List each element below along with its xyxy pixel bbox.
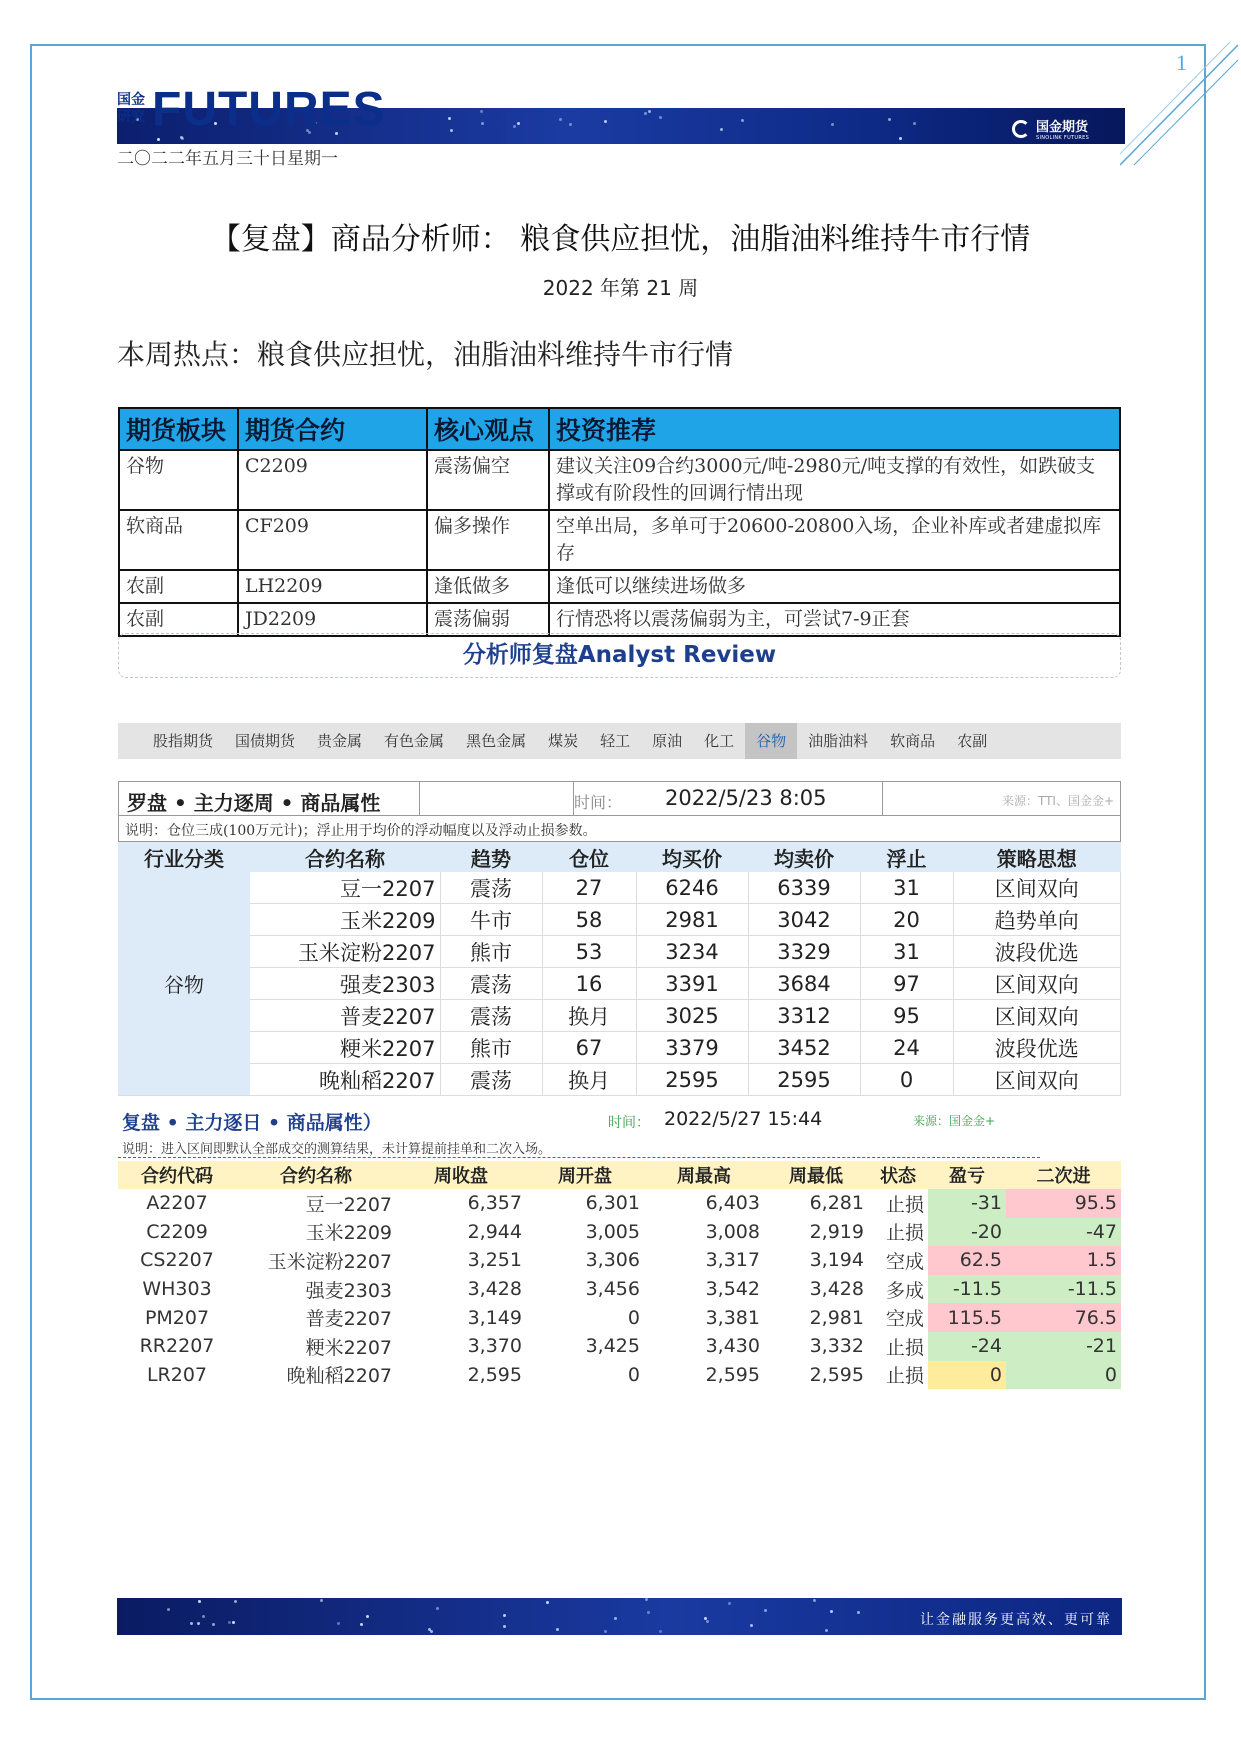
table-cell: 震荡偏空	[427, 450, 549, 510]
contract-name: 玉米2209	[305, 1222, 392, 1245]
avg-buy-cell: 3379	[636, 1032, 748, 1064]
second-entry-cell: 76.5	[1006, 1303, 1121, 1332]
column-header: 周收盘	[396, 1161, 526, 1189]
float-stop-cell: 31	[860, 872, 953, 904]
contract-name: 晚籼稻2207	[286, 1365, 392, 1388]
pnl-cell: -31	[928, 1189, 1006, 1218]
nav-tab[interactable]: 国债期货	[235, 732, 296, 750]
column-header: 周最高	[644, 1161, 764, 1189]
daily-note: 说明：进入区间即默认全部成交的测算结果，未计算提前挂单和二次入场。	[118, 1138, 1040, 1158]
contract-name: 粳米2207	[305, 1336, 392, 1359]
strategy-cell: 波段优选	[953, 1032, 1121, 1064]
week-open-cell: 3,456	[585, 1278, 640, 1301]
star-dot	[481, 122, 484, 125]
week-high-cell: 6,403	[705, 1192, 760, 1215]
contract-name: 强麦2303	[250, 968, 440, 1000]
daily-title: 复盘 • 主力逐日 • 商品属性）	[122, 1112, 382, 1134]
contract-code: RR2207	[139, 1335, 215, 1358]
week-low-cell: 3,332	[809, 1335, 864, 1358]
star-dot	[517, 122, 520, 125]
table-cell: LH2209	[238, 570, 427, 603]
star-dot	[825, 1629, 828, 1632]
sector-nav	[118, 723, 1121, 759]
daily-source: 来源：国金金+	[913, 1114, 996, 1128]
column-header: 策略思想	[953, 842, 1121, 872]
trend-cell: 熊市	[440, 1032, 542, 1064]
contract-name: 豆一2207	[250, 872, 440, 904]
float-stop-cell: 95	[860, 1000, 953, 1032]
table-row	[118, 872, 1121, 904]
column-header: 合约名称	[250, 842, 440, 872]
strategy-cell: 趋势单向	[953, 904, 1121, 936]
contract-name: 玉米淀粉2207	[267, 1250, 392, 1273]
pnl-cell: -11.5	[928, 1275, 1006, 1304]
position-cell: 换月	[542, 1064, 636, 1096]
position-cell: 53	[542, 936, 636, 968]
weekly-source: 来源：TTI、国金金+	[1001, 794, 1114, 808]
column-header: 合约代码	[118, 1161, 236, 1189]
contract-name: 豆一2207	[305, 1193, 392, 1216]
trend-cell: 熊市	[440, 936, 542, 968]
avg-buy-cell: 3391	[636, 968, 748, 1000]
star-dot	[190, 1622, 193, 1625]
week-high-cell: 3,430	[705, 1335, 760, 1358]
status-cell: 止损	[885, 1336, 924, 1359]
status-cell: 空成	[885, 1308, 924, 1331]
star-dot	[659, 116, 662, 119]
avg-sell-cell: 3042	[748, 904, 860, 936]
weekly-time-value: 2022/5/23 8:05	[665, 786, 827, 810]
float-stop-cell: 20	[860, 904, 953, 936]
star-dot	[647, 1611, 650, 1614]
star-dot	[212, 1623, 215, 1626]
contract-name: 玉米淀粉2207	[250, 936, 440, 968]
trend-cell: 牛市	[440, 904, 542, 936]
star-dot	[831, 123, 834, 126]
table-row	[119, 570, 1120, 603]
position-cell: 27	[542, 872, 636, 904]
weekly-time-label: 时间：	[574, 793, 623, 812]
star-dot	[157, 138, 160, 141]
contract-name: 强麦2303	[305, 1279, 392, 1302]
star-dot	[830, 1610, 833, 1613]
status-cell: 空成	[885, 1250, 924, 1273]
status-cell: 止损	[885, 1222, 924, 1245]
table-row	[118, 1189, 1121, 1218]
week-high-cell: 3,008	[705, 1220, 760, 1243]
column-header: 均买价	[636, 842, 748, 872]
week-close-cell: 3,370	[467, 1335, 522, 1358]
status-cell: 多成	[885, 1279, 924, 1302]
weekly-table	[118, 842, 1121, 1096]
strategy-cell: 区间双向	[953, 968, 1121, 1000]
star-dot	[546, 1601, 549, 1604]
table-cell: 空单出局，多单可于20600-20800入场，企业补库或者建虚拟库存	[549, 510, 1120, 570]
star-dot	[645, 1598, 648, 1601]
float-stop-cell: 97	[860, 968, 953, 1000]
week-high-cell: 3,381	[705, 1306, 760, 1329]
star-dot	[366, 1615, 369, 1618]
nav-tab[interactable]: 化工	[704, 732, 735, 750]
table-cell: 建议关注09合约3000元/吨-2980元/吨支撑的有效性，如跌破支撑或有阶段性的回调行情出现	[549, 450, 1120, 510]
week-close-cell: 2,595	[467, 1363, 522, 1386]
star-dot	[513, 125, 516, 128]
star-dot	[569, 123, 572, 126]
star-dot	[360, 1623, 363, 1626]
trend-cell: 震荡	[440, 968, 542, 1000]
nav-tab[interactable]: 黑色金属	[466, 732, 527, 750]
table-cell: 震荡偏弱	[427, 603, 549, 636]
brand-logo	[1012, 116, 1089, 141]
star-dot	[706, 1620, 709, 1623]
star-dot	[659, 1630, 662, 1633]
contract-code: WH303	[142, 1278, 212, 1301]
week-low-cell: 6,281	[809, 1192, 864, 1215]
pnl-cell: -24	[928, 1332, 1006, 1361]
star-dot	[559, 118, 562, 121]
nav-tab[interactable]: 软商品	[890, 732, 936, 750]
week-high-cell: 3,542	[705, 1278, 760, 1301]
table-row	[118, 968, 1121, 1000]
pnl-cell: 62.5	[928, 1246, 1006, 1275]
nav-tab[interactable]: 农副	[957, 732, 988, 750]
star-dot	[448, 117, 451, 120]
avg-sell-cell: 2595	[748, 1064, 860, 1096]
trend-cell: 震荡	[440, 1000, 542, 1032]
footer-slogan: 让金融服务更高效、更可靠	[920, 1612, 1112, 1628]
position-cell: 16	[542, 968, 636, 1000]
week-close-cell: 3,149	[467, 1306, 522, 1329]
second-entry-cell: 95.5	[1006, 1189, 1121, 1218]
week-close-cell: 6,357	[467, 1192, 522, 1215]
table-cell: 行情恐将以震荡偏弱为主，可尝试7-9正套	[549, 603, 1120, 636]
table-row	[119, 603, 1120, 636]
column-header: 二次进	[1006, 1161, 1121, 1189]
avg-buy-cell: 3234	[636, 936, 748, 968]
nav-tab[interactable]: 贵金属	[317, 732, 363, 750]
column-header: 状态	[868, 1161, 928, 1189]
recommend-table	[118, 407, 1121, 637]
pnl-cell: -20	[928, 1218, 1006, 1247]
star-dot	[197, 1622, 200, 1625]
star-dot	[198, 1600, 201, 1603]
table-row	[119, 510, 1120, 570]
contract-name: 粳米2207	[250, 1032, 440, 1064]
contract-code: C2209	[146, 1220, 208, 1243]
star-dot	[728, 1602, 731, 1605]
week-low-cell: 2,919	[809, 1220, 864, 1243]
table-row	[118, 1000, 1121, 1032]
star-dot	[899, 137, 902, 140]
column-header: 合约名称	[236, 1161, 396, 1189]
star-dot	[857, 1611, 860, 1614]
table-cell: 农副	[119, 570, 238, 603]
contract-code: A2207	[146, 1192, 208, 1215]
trend-cell: 震荡	[440, 1064, 542, 1096]
avg-buy-cell: 6246	[636, 872, 748, 904]
star-dot	[503, 1614, 506, 1617]
report-date: 二〇二二年五月三十日星期一	[117, 149, 338, 169]
nav-tab[interactable]: 原油	[652, 732, 683, 750]
table-row	[118, 1275, 1121, 1304]
table-row	[118, 904, 1121, 936]
position-cell: 67	[542, 1032, 636, 1064]
avg-buy-cell: 2595	[636, 1064, 748, 1096]
column-header: 周开盘	[526, 1161, 644, 1189]
nav-tab[interactable]: 股指期货	[153, 732, 214, 750]
table-row	[118, 1032, 1121, 1064]
analyst-review-heading: 分析师复盘Analyst Review	[118, 633, 1121, 678]
star-dot	[436, 1607, 439, 1610]
star-dot	[604, 1630, 607, 1633]
week-close-cell: 3,428	[467, 1278, 522, 1301]
star-dot	[430, 1630, 433, 1633]
star-dot	[556, 1628, 559, 1631]
weekly-header	[118, 781, 1121, 816]
second-entry-cell: 1.5	[1006, 1246, 1121, 1275]
divider	[419, 782, 420, 815]
daily-time-value: 2022/5/27 15:44	[664, 1108, 823, 1130]
second-entry-cell: 0	[1006, 1361, 1121, 1390]
footer-banner	[117, 1598, 1122, 1635]
star-dot	[167, 1608, 170, 1611]
star-dot	[648, 110, 651, 113]
column-header: 投资推荐	[549, 408, 1120, 450]
nav-tab[interactable]: 有色金属	[384, 732, 445, 750]
weekly-title: 罗盘 • 主力逐周 • 商品属性	[127, 791, 381, 815]
table-row	[118, 1332, 1121, 1361]
nav-tab[interactable]: 油脂油料	[808, 732, 869, 750]
column-header: 行业分类	[118, 842, 250, 872]
avg-buy-cell: 2981	[636, 904, 748, 936]
brand-name: 国金期货	[1036, 120, 1089, 135]
star-dot	[228, 1621, 231, 1624]
avg-sell-cell: 3329	[748, 936, 860, 968]
table-cell: 软商品	[119, 510, 238, 570]
daily-table	[118, 1161, 1121, 1389]
week-open-cell: 0	[627, 1363, 640, 1386]
star-dot	[614, 1617, 617, 1620]
table-cell: 谷物	[119, 450, 238, 510]
position-cell: 58	[542, 904, 636, 936]
avg-sell-cell: 3312	[748, 1000, 860, 1032]
float-stop-cell: 0	[860, 1064, 953, 1096]
float-stop-cell: 24	[860, 1032, 953, 1064]
strategy-cell: 波段优选	[953, 936, 1121, 968]
week-open-cell: 3,425	[585, 1335, 640, 1358]
star-dot	[741, 119, 744, 122]
table-cell: 逢低做多	[427, 570, 549, 603]
column-header: 趋势	[440, 842, 542, 872]
second-entry-cell: -47	[1006, 1218, 1121, 1247]
table-cell: C2209	[238, 450, 427, 510]
column-header: 周最低	[764, 1161, 868, 1189]
nav-tab[interactable]: 煤炭	[548, 732, 579, 750]
week-low-cell: 2,595	[809, 1363, 864, 1386]
main-title: 【复盘】商品分析师： 粮食供应担忧，油脂油料维持牛市行情	[210, 222, 1031, 257]
column-header: 盈亏	[928, 1161, 1006, 1189]
brand-ring-icon	[1012, 120, 1030, 138]
week-high-cell: 2,595	[705, 1363, 760, 1386]
trend-cell: 震荡	[440, 872, 542, 904]
star-dot	[604, 120, 607, 123]
star-dot	[480, 110, 483, 113]
pnl-cell: 0	[928, 1361, 1006, 1390]
table-cell: 逢低可以继续进场做多	[549, 570, 1120, 603]
avg-sell-cell: 3684	[748, 968, 860, 1000]
contract-code: CS2207	[140, 1249, 214, 1272]
week-low-cell: 3,428	[809, 1278, 864, 1301]
star-dot	[888, 118, 891, 121]
contract-code: LR207	[146, 1363, 208, 1386]
avg-sell-cell: 3452	[748, 1032, 860, 1064]
star-dot	[234, 1600, 237, 1603]
star-dot	[764, 1609, 767, 1612]
second-entry-cell: -21	[1006, 1332, 1121, 1361]
nav-tab[interactable]: 轻工	[600, 732, 631, 750]
column-header: 仓位	[542, 842, 636, 872]
table-row	[118, 936, 1121, 968]
table-row	[118, 1064, 1121, 1096]
strategy-cell: 区间双向	[953, 1064, 1121, 1096]
status-cell: 止损	[885, 1193, 924, 1216]
week-low-cell: 2,981	[809, 1306, 864, 1329]
contract-name: 普麦2207	[250, 1000, 440, 1032]
week-low-cell: 3,194	[809, 1249, 864, 1272]
star-dot	[337, 1622, 340, 1625]
week-open-cell: 6,301	[585, 1192, 640, 1215]
pnl-cell: 115.5	[928, 1303, 1006, 1332]
table-cell: 偏多操作	[427, 510, 549, 570]
contract-code: PM207	[144, 1306, 210, 1329]
star-dot	[813, 1599, 816, 1602]
table-cell: JD2209	[238, 603, 427, 636]
star-dot	[644, 112, 647, 115]
week-close-cell: 3,251	[467, 1249, 522, 1272]
week-open-cell: 3,306	[585, 1249, 640, 1272]
avg-sell-cell: 6339	[748, 872, 860, 904]
category-cell: 谷物	[118, 872, 250, 1096]
column-header: 核心观点	[427, 408, 549, 450]
daily-time-label: 时间：	[608, 1115, 650, 1131]
page-number: 1	[1176, 50, 1187, 75]
column-header: 期货板块	[119, 408, 238, 450]
star-dot	[202, 1615, 205, 1618]
table-row	[119, 450, 1120, 510]
status-cell: 止损	[885, 1365, 924, 1388]
week-open-cell: 3,005	[585, 1220, 640, 1243]
logo-futures-text: FUTURES	[152, 83, 386, 136]
sub-title: 2022 年第 21 周	[542, 276, 699, 300]
table-row	[118, 1303, 1121, 1332]
star-dot	[232, 1621, 235, 1624]
column-header: 均卖价	[748, 842, 860, 872]
week-close-cell: 2,944	[467, 1220, 522, 1243]
contract-name: 晚籼稻2207	[250, 1064, 440, 1096]
week-open-cell: 0	[627, 1306, 640, 1329]
brand-en: SINOLINK FUTURES	[1036, 135, 1090, 141]
table-row	[118, 1218, 1121, 1247]
nav-tab[interactable]: 谷物	[745, 723, 797, 759]
daily-header	[118, 1100, 1121, 1140]
position-cell: 换月	[542, 1000, 636, 1032]
table-row	[118, 1246, 1121, 1275]
star-dot	[750, 1624, 753, 1627]
divider	[882, 782, 883, 815]
star-dot	[450, 129, 453, 132]
contract-name: 普麦2207	[305, 1308, 392, 1331]
table-cell: 农副	[119, 603, 238, 636]
contract-name: 玉米2209	[250, 904, 440, 936]
float-stop-cell: 31	[860, 936, 953, 968]
column-header: 期货合约	[238, 408, 427, 450]
logo-research-text: 国金研究	[117, 92, 145, 125]
second-entry-cell: -11.5	[1006, 1275, 1121, 1304]
strategy-cell: 区间双向	[953, 872, 1121, 904]
table-cell: CF209	[238, 510, 427, 570]
column-header: 浮止	[860, 842, 953, 872]
weekly-note: 说明：仓位三成(100万元计)；浮止用于均价的浮动幅度以及浮动止损参数。	[118, 816, 1121, 842]
week-high-cell: 3,317	[705, 1249, 760, 1272]
table-row	[118, 1361, 1121, 1390]
star-dot	[320, 1599, 323, 1602]
avg-buy-cell: 3025	[636, 1000, 748, 1032]
star-dot	[503, 1625, 506, 1628]
star-dot	[720, 128, 723, 131]
weekly-hotspot: 本周热点：粮食供应担忧，油脂油料维持牛市行情	[117, 338, 734, 371]
star-dot	[913, 122, 916, 125]
strategy-cell: 区间双向	[953, 1000, 1121, 1032]
